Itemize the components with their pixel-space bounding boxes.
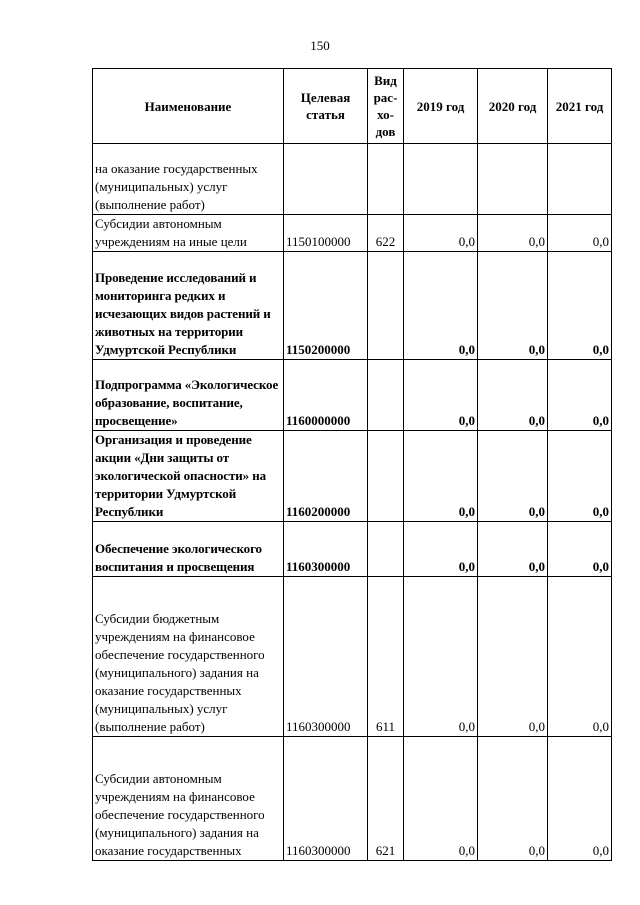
row-code: 1150100000 [284,215,368,252]
table-header-row [93,69,612,144]
row-name: Субсидии бюджетным учреждениям на финансовое обеспечение государственного (муниципального) задания на оказание государственных (муниципальных) услуг (выполнение работ) [93,577,284,737]
row-code: 1160000000 [284,360,368,431]
row-code: 1160300000 [284,522,368,577]
row-2019: 0,0 [404,737,478,861]
row-kind [368,252,404,360]
row-2020: 0,0 [478,737,548,861]
row-kind [368,144,404,215]
table-row [93,215,612,252]
row-kind [368,522,404,577]
row-name: Подпрограмма «Экологическое образование, воспитание, просвещение» [93,360,284,431]
row-2020: 0,0 [478,360,548,431]
row-2019: 0,0 [404,215,478,252]
row-2020: 0,0 [478,215,548,252]
row-code: 1160300000 [284,577,368,737]
table-row [93,144,612,215]
table-row [93,360,612,431]
row-2020: 0,0 [478,431,548,522]
row-2021: 0,0 [548,737,612,861]
row-2020: 0,0 [478,252,548,360]
row-kind: 611 [368,577,404,737]
row-2021: 0,0 [548,360,612,431]
row-2019: 0,0 [404,522,478,577]
header-kind: Вид рас- хо- дов [368,69,404,144]
row-code [284,144,368,215]
row-2019: 0,0 [404,577,478,737]
row-kind: 621 [368,737,404,861]
budget-table [92,68,612,861]
row-code: 1160200000 [284,431,368,522]
row-2021: 0,0 [548,522,612,577]
table-row [93,577,612,737]
header-2020: 2020 год [478,69,548,144]
row-2021: 0,0 [548,215,612,252]
row-2020 [478,144,548,215]
row-name: Проведение исследований и мониторинга редких и исчезающих видов растений и животных на территории Удмуртской Республики [93,252,284,360]
row-2020: 0,0 [478,522,548,577]
row-kind [368,360,404,431]
table-row [93,252,612,360]
row-2019: 0,0 [404,431,478,522]
row-name: Субсидии автономным учреждениям на иные цели [93,215,284,252]
row-name: Организация и проведение акции «Дни защиты от экологической опасности» на территории Удмуртской Республики [93,431,284,522]
page-number: 150 [310,38,330,53]
row-kind [368,431,404,522]
row-2020: 0,0 [478,577,548,737]
header-name: Наименование [93,69,284,144]
row-2021: 0,0 [548,577,612,737]
table-row [93,522,612,577]
header-code: Целевая статья [284,69,368,144]
row-name: Обеспечение экологического воспитания и просвещения [93,522,284,577]
row-2021 [548,144,612,215]
row-code: 1150200000 [284,252,368,360]
row-code: 1160300000 [284,737,368,861]
row-name: Субсидии автономным учреждениям на финансовое обеспечение государственного (муниципального) задания на оказание государственных [93,737,284,861]
row-2019: 0,0 [404,360,478,431]
row-2021: 0,0 [548,252,612,360]
row-2021: 0,0 [548,431,612,522]
row-kind: 622 [368,215,404,252]
row-name: на оказание государственных (муниципальных) услуг (выполнение работ) [93,144,284,215]
header-2021: 2021 год [548,69,612,144]
table-row [93,431,612,522]
table-row [93,737,612,861]
row-2019: 0,0 [404,252,478,360]
row-2019 [404,144,478,215]
header-2019: 2019 год [404,69,478,144]
